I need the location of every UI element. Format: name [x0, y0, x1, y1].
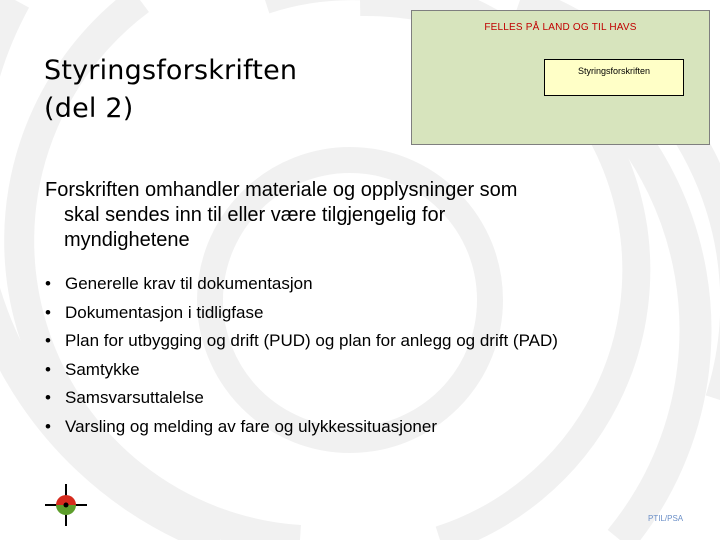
list-item: • Dokumentasjon i tidligfase	[45, 299, 558, 328]
list-item: • Generelle krav til dokumentasjon	[45, 270, 558, 299]
scope-diagram	[411, 10, 710, 145]
page-title	[44, 52, 297, 128]
bullet-icon: •	[45, 359, 51, 379]
bullet-icon: •	[45, 302, 51, 322]
bullet-icon: •	[45, 331, 51, 351]
list-item: • Samsvarsuttalelse	[45, 384, 558, 413]
bullet-icon: •	[45, 274, 51, 293]
bullet-icon: •	[45, 388, 51, 408]
list-item: • Samtykke	[45, 356, 558, 385]
diagram-inner-box: Styringsforskriften	[544, 59, 684, 96]
diagram-header: FELLES PÅ LAND OG TIL HAVS	[484, 22, 637, 33]
bullet-list	[45, 270, 558, 442]
list-item: • Plan for utbygging og drift (PUD) og plan for anlegg og drift (PAD)	[45, 327, 558, 356]
intro-text	[45, 178, 685, 253]
footer-label: PTIL/PSA	[648, 514, 684, 523]
crosshair-logo-icon	[45, 484, 87, 526]
list-item: • Varsling og melding av fare og ulykkessituasjoner	[45, 413, 558, 442]
intro-line-3: myndighetene	[64, 229, 190, 251]
intro-line-1: Forskriften omhandler materiale og opplysninger som	[45, 179, 518, 201]
title-line-1: Styringsforskriften	[44, 55, 298, 86]
title-line-2: (del 2)	[44, 93, 134, 124]
bullet-icon: •	[45, 416, 51, 436]
intro-line-2: skal sendes inn til eller være tilgjengelig for	[64, 204, 446, 226]
